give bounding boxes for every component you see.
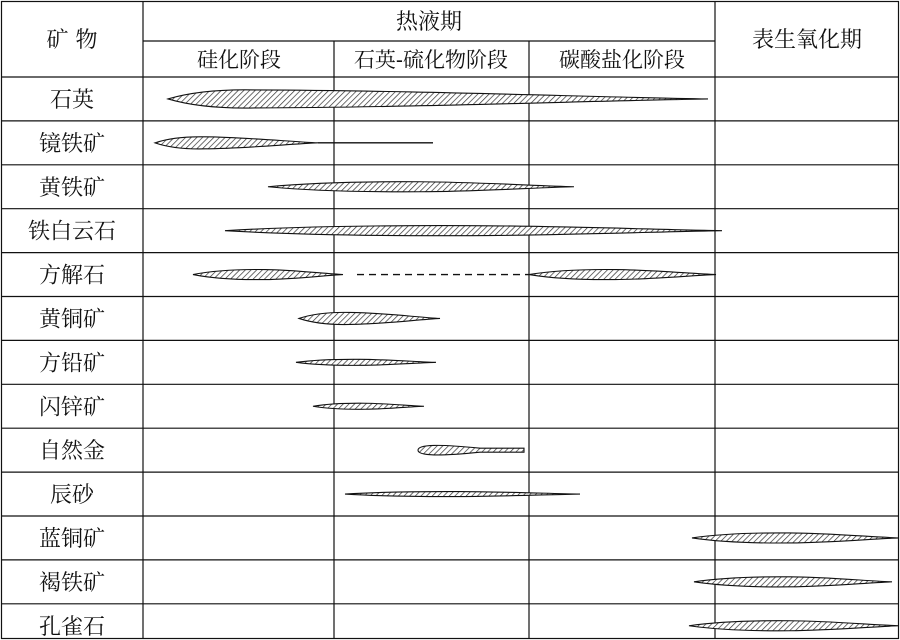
mineral-labels: [28, 88, 116, 640]
abundance-lens: [155, 137, 318, 149]
mineral-label: 石英: [49, 87, 95, 113]
mineral-bar-group: [193, 269, 716, 279]
mineral-label: 蓝铜矿: [38, 526, 106, 552]
abundance-lens: [345, 492, 580, 497]
mineral-bar-group: [345, 492, 580, 497]
supergene-period-header: 表生氧化期: [751, 28, 863, 53]
mineral-bar-group: [296, 359, 436, 365]
abundance-lens: [689, 621, 899, 631]
mineral-label: 褐铁矿: [38, 570, 106, 596]
abundance-lens: [296, 359, 436, 365]
mineral-bar-group: [168, 90, 708, 108]
mineral-label: 铁白云石: [27, 219, 117, 245]
row-lines: [1, 121, 899, 604]
mineral-label: 孔雀石: [38, 614, 106, 640]
abundance-lens: [694, 577, 892, 587]
mineral-bar-group: [313, 403, 424, 409]
mineral-bar-group: [225, 226, 722, 236]
abundance-lens: [313, 403, 424, 409]
abundance-lens: [193, 269, 343, 279]
abundance-lens: [418, 445, 524, 455]
stage-silicification: 硅化阶段: [197, 48, 281, 72]
mineral-bar-group: [299, 312, 440, 324]
abundance-lens: [299, 312, 440, 324]
stage-quartz-sulfide: 石英-硫化物阶段: [353, 48, 509, 72]
abundance-lens: [268, 182, 574, 192]
mineral-label: 闪锌矿: [38, 395, 106, 421]
hydrothermal-period-header: 热液期: [395, 10, 463, 35]
mineral-bar-group: [689, 621, 899, 631]
mineral-bar-group: [692, 533, 899, 543]
mineral-label: 辰砂: [49, 483, 95, 509]
abundance-lens: [225, 226, 722, 236]
mineral-bars: [155, 90, 899, 631]
mineral-label: 自然金: [38, 439, 106, 465]
mineral-label: 镜铁矿: [38, 131, 106, 157]
mineral-label: 黄铁矿: [38, 175, 106, 201]
mineral-label: 方解石: [38, 263, 106, 289]
abundance-lens: [529, 269, 716, 279]
mineral-label: 黄铜矿: [38, 307, 106, 333]
mineral-label: 方铅矿: [38, 351, 106, 377]
mineral-bar-group: [418, 445, 524, 455]
abundance-lens: [692, 533, 899, 543]
mineral-bar-group: [694, 577, 892, 587]
mineral-bar-group: [268, 182, 574, 192]
stage-carbonation: 碳酸盐化阶段: [559, 48, 685, 72]
mineral-column-header: 矿 物: [46, 28, 98, 53]
mineral-bar-group: [155, 137, 433, 149]
abundance-lens: [168, 90, 708, 108]
